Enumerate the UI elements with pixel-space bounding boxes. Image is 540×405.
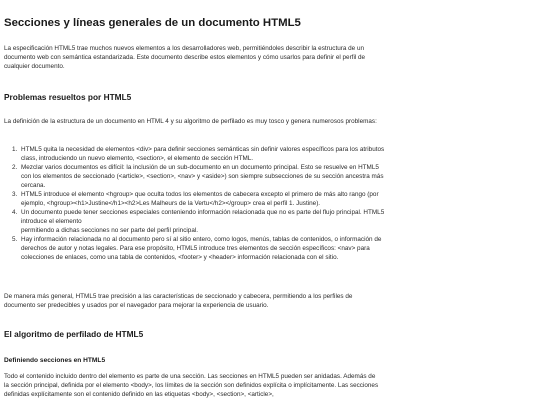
list-item-text: Hay información relacionada no al documento pero sí al sitio entero, como logos, menús, tablas de contenidos, o información de derechos de autor y notas legales. Para ese propósito, HTML5 introduce tres elementos de sección específicos: <nav> para colecciones de enlaces, como una tabla de contenidos, <footer> y <header> información relacionada con el sitio. — [21, 236, 382, 261]
section-heading-problems: Problemas resueltos por HTML5 — [4, 92, 132, 102]
list-item — [4, 145, 386, 163]
list-item-number: 3. — [12, 191, 18, 198]
subsection-heading-defining-sections: Definiendo secciones en HTML5 — [4, 357, 106, 364]
list-item-number: 5. — [12, 236, 18, 243]
list-item-number: 4. — [12, 209, 18, 216]
list-item-text-continued: permitiendo a dichas secciones no ser parte del perfil principal. — [21, 227, 199, 234]
defining-sections-paragraph: Todo el contenido incluido dentro del elemento es parte de una sección. Las secciones en HTML5 pueden ser anidadas. Además de la sección principal, definida por el elemento <body>, los límites de la sección son definidos explícita o implícitamente. Las secciones definidas explícitamente son el contenido definido en las etiquetas <body>, <section>, <article>, — [4, 373, 379, 398]
list-item-text: Un documento puede tener secciones especiales conteniendo información relacionada que no es parte del flujo principal. HTML5 introduce el elemento — [21, 209, 385, 225]
list-item-number: 1. — [12, 146, 18, 153]
section-heading-algorithm: El algoritmo de perfilado de HTML5 — [4, 329, 144, 339]
list-item-text: HTML5 quita la necesidad de elementos <div> para definir secciones semánticas sin definir valores específicos para los atributos class, introduciendo un nuevo elemento, <section>, el elemento de sección HTML. — [21, 146, 385, 162]
list-item-text: Mezclar varios documentos es difícil: la inclusión de un sub-documento en un documento principal. Esto se resuelve en HTML5 con los elementos de seccionado (<article>, <section>, <nav> y <aside>) son siempre subsecciones de su sección ancestra más cercana. — [21, 164, 384, 189]
list-item — [4, 163, 386, 190]
problems-outro-paragraph: De manera más general, HTML5 trae precisión a las características de seccionado y cabecera, permitiendo a los perfiles de documento ser predecibles y usados por el navegador para mejorar la experiencia de usuario. — [4, 293, 353, 309]
page-title: Secciones y líneas generales de un documento HTML5 — [4, 17, 301, 29]
problems-intro-paragraph: La definición de la estructura de un documento en HTML 4 y su algoritmo de perfilado es muy tosco y genera numerosos problemas: — [4, 118, 377, 125]
list-item — [4, 235, 386, 262]
list-item — [4, 190, 386, 208]
problems-list — [4, 145, 386, 262]
list-item — [4, 208, 386, 235]
intro-paragraph: La especificación HTML5 trae muchos nuevos elementos a los desarrolladores web, permitiéndoles describir la estructura de un documento web con semántica estandarizada. Este documento describe estos elementos y cómo usarlos para definir el perfil de cualquier documento. — [4, 45, 366, 70]
list-item-number: 2. — [12, 164, 18, 171]
list-item-text: HTML5 introduce el elemento <hgroup> que oculta todos los elementos de cabecera excepto el primero de más alto rango (por ejemplo, <hgroup><h1>Justine</h1><h2>Les Malheurs de la Vertu</h2></group> crea el perfil 1. Justine). — [21, 191, 379, 207]
